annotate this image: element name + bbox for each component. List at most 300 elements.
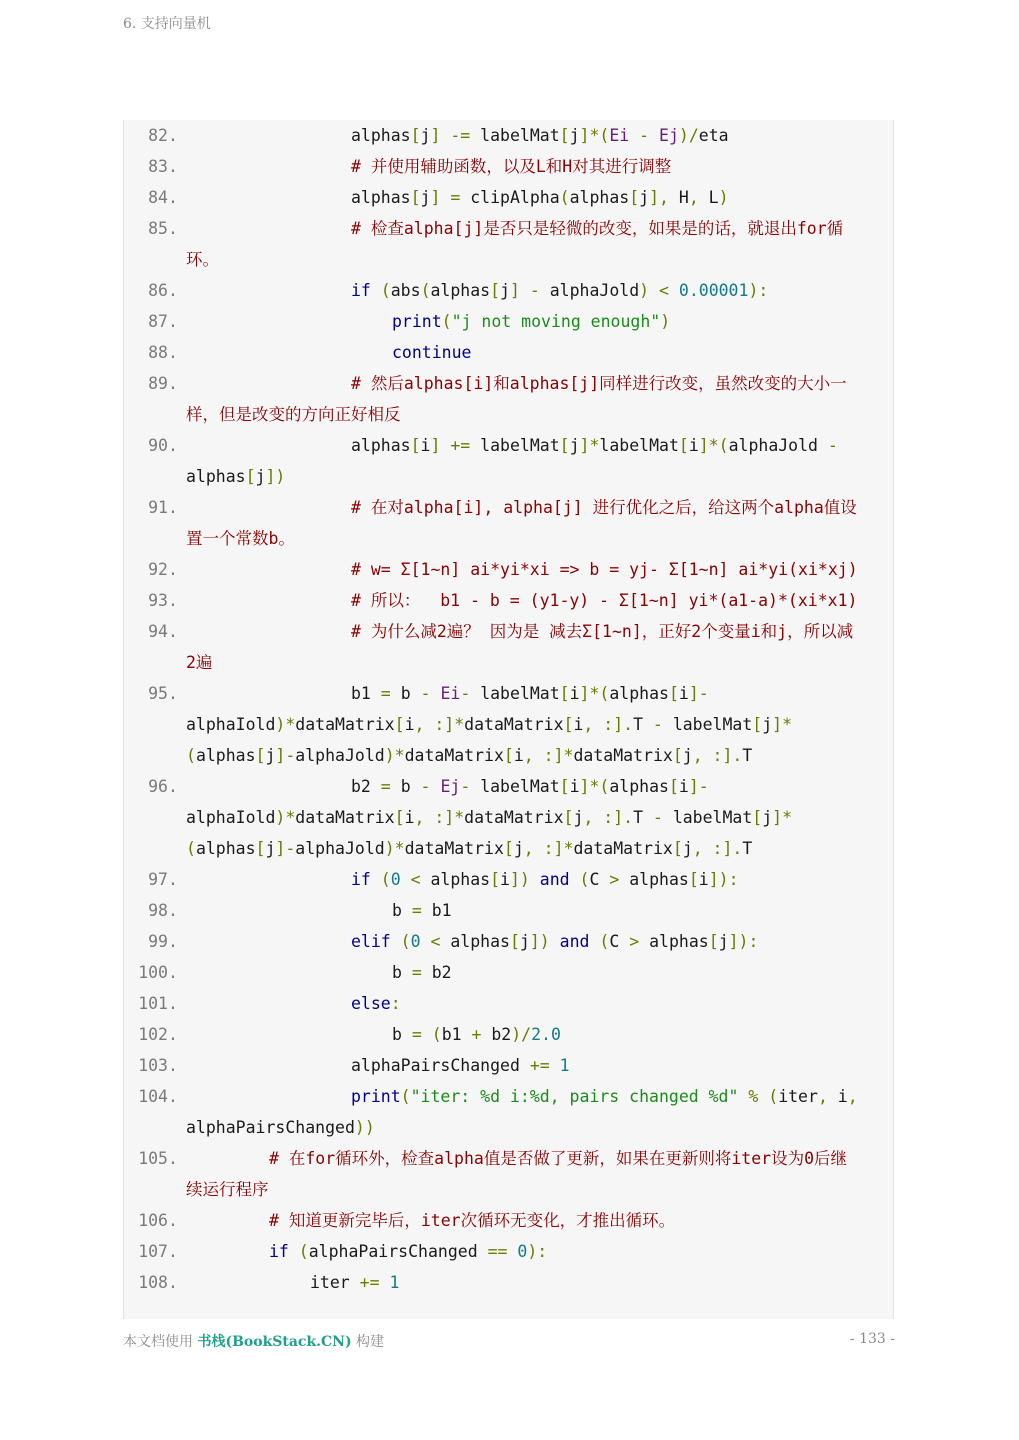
code-token: ], xyxy=(649,188,669,207)
code-token: ) xyxy=(718,188,729,207)
code-text xyxy=(351,585,857,616)
code-token: ]* xyxy=(579,436,600,455)
code-token: = xyxy=(370,777,401,796)
line-number: 107 xyxy=(138,1242,168,1261)
code-line xyxy=(124,1236,893,1267)
code-token: > xyxy=(599,870,630,889)
code-token: i xyxy=(573,715,584,734)
code-token: alphas xyxy=(609,684,669,703)
code-token: [ xyxy=(559,684,570,703)
code-token: b xyxy=(392,963,402,982)
code-token: alphas xyxy=(186,467,246,486)
code-token: 续运行程序 xyxy=(186,1180,269,1199)
line-number-dot: . xyxy=(168,343,178,362)
code-token: > xyxy=(619,932,650,951)
code-token: i xyxy=(500,870,510,889)
code-token: ( xyxy=(288,1242,309,1261)
code-token: alphaIold xyxy=(186,808,276,827)
code-token: dataMatrix xyxy=(464,715,564,734)
code-token: < xyxy=(400,870,431,889)
line-number: 98 xyxy=(148,901,168,920)
code-token: += xyxy=(519,1056,560,1075)
code-token: )* xyxy=(384,746,405,765)
code-token: # 在对alpha[i], alpha[j] 进行优化之后，给这两个alpha值设 xyxy=(351,498,857,517)
code-token: j xyxy=(265,746,276,765)
code-token: ( xyxy=(420,281,431,300)
code-text xyxy=(269,1205,675,1236)
code-token: % ( xyxy=(738,1087,779,1106)
code-line xyxy=(124,461,893,492)
code-token: [ xyxy=(394,715,405,734)
code-line xyxy=(124,492,893,523)
code-token: # 检查alpha[j]是否只是轻微的改变，如果是的话，就退出for循 xyxy=(351,219,844,238)
code-token: ]): xyxy=(728,932,759,951)
code-token: += xyxy=(440,436,481,455)
line-number: 83 xyxy=(148,157,168,176)
code-text xyxy=(351,182,729,213)
code-token: : xyxy=(390,994,401,1013)
code-token: i xyxy=(420,436,431,455)
code-token: "j not moving enough" xyxy=(451,312,661,331)
code-token: [ xyxy=(410,126,421,145)
code-token: )/ xyxy=(678,126,699,145)
code-line xyxy=(124,833,893,864)
code-token: # 知道更新完毕后，iter次循环无变化，才推出循环。 xyxy=(269,1211,676,1230)
code-text xyxy=(351,988,401,1019)
code-line xyxy=(124,802,893,833)
code-token: i xyxy=(678,684,689,703)
line-number: 102 xyxy=(138,1025,168,1044)
code-token: , :]. xyxy=(583,715,634,734)
line-number: 96 xyxy=(148,777,168,796)
code-token: [ xyxy=(668,684,679,703)
code-token: T xyxy=(633,808,643,827)
code-token: dataMatrix xyxy=(464,808,564,827)
code-token: alphaPairsChanged xyxy=(186,1118,355,1137)
code-token: [ xyxy=(672,839,683,858)
line-number-dot: . xyxy=(168,126,178,145)
line-number: 85 xyxy=(148,219,168,238)
code-token: ]- xyxy=(688,684,709,703)
code-line xyxy=(124,399,893,430)
code-token: [ xyxy=(559,436,570,455)
footer-brand-link[interactable]: 书栈(BookStack.CN) xyxy=(197,1334,352,1350)
code-token: [ xyxy=(559,777,570,796)
code-token: alphaIold xyxy=(186,715,276,734)
code-token: [ xyxy=(668,777,679,796)
line-number-dot: . xyxy=(168,932,178,951)
code-token: [ xyxy=(688,870,699,889)
code-token: - xyxy=(519,281,550,300)
code-line xyxy=(124,616,893,647)
code-line xyxy=(124,523,893,554)
code-token: j xyxy=(639,188,650,207)
code-token: )* xyxy=(384,839,405,858)
code-token: alphaJold xyxy=(728,436,818,455)
code-token: j xyxy=(762,808,773,827)
code-token: j xyxy=(265,839,276,858)
code-token: , :]. xyxy=(583,808,634,827)
code-token: # 然后alphas[i]和alphas[j]同样进行改变，虽然改变的大小一 xyxy=(351,374,847,393)
code-token: labelMat xyxy=(672,715,753,734)
line-number-dot: . xyxy=(168,591,178,610)
code-text xyxy=(351,430,838,461)
code-token: i xyxy=(698,870,709,889)
code-line xyxy=(124,1112,893,1143)
code-token: [ xyxy=(410,436,421,455)
code-text xyxy=(186,740,752,771)
code-line xyxy=(124,1267,893,1298)
code-token: i xyxy=(678,777,689,796)
code-token: = xyxy=(401,963,432,982)
code-token: 样，但是改变的方向正好相反 xyxy=(186,405,401,424)
code-token: - xyxy=(460,684,481,703)
line-number: 99 xyxy=(148,932,168,951)
code-token: [ xyxy=(752,808,763,827)
code-token: ): xyxy=(748,281,769,300)
code-text xyxy=(351,275,768,306)
code-token: j xyxy=(569,436,580,455)
code-token: , :]. xyxy=(692,839,743,858)
code-line xyxy=(124,430,893,461)
code-token: ]*( xyxy=(579,777,610,796)
code-token: alphas xyxy=(450,932,510,951)
code-token: [ xyxy=(563,715,574,734)
code-token: # 为什么减2遍？ 因为是 减去Σ[1~n]，正好2个变量i和j，所以减 xyxy=(351,622,854,641)
code-token: )* xyxy=(275,715,296,734)
code-token: 0 xyxy=(517,1242,528,1261)
code-token: eta xyxy=(698,126,729,145)
code-token: C xyxy=(589,870,600,889)
code-text xyxy=(351,926,758,957)
line-number-dot: . xyxy=(168,994,178,1013)
code-text xyxy=(186,709,792,740)
code-token: , xyxy=(688,188,699,207)
code-token: ]*( xyxy=(579,126,610,145)
code-token: j xyxy=(255,467,266,486)
code-token: j xyxy=(569,126,580,145)
code-token: i xyxy=(827,1087,848,1106)
line-number: 101 xyxy=(138,994,168,1013)
code-token: ]- xyxy=(688,777,709,796)
code-token: ]): xyxy=(708,870,739,889)
code-token: clipAlpha xyxy=(470,188,560,207)
code-token: i xyxy=(688,436,699,455)
code-token: , xyxy=(847,1087,858,1106)
code-token: j xyxy=(718,932,729,951)
code-token: )* xyxy=(275,808,296,827)
code-token: 0.00001 xyxy=(678,281,749,300)
code-text xyxy=(186,1174,269,1205)
code-token: 环。 xyxy=(186,250,219,269)
code-token: [ xyxy=(708,932,719,951)
code-token: = xyxy=(370,684,401,703)
code-token: j xyxy=(682,746,693,765)
code-token: [ xyxy=(245,467,256,486)
code-token: alphaJold xyxy=(549,281,640,300)
code-token: ( xyxy=(370,281,391,300)
code-token: alphaPairsChanged xyxy=(308,1242,478,1261)
line-number: 106 xyxy=(138,1211,168,1230)
code-line xyxy=(124,337,893,368)
code-token: # w= Σ[1~n] ai*yi*xi => b = yj- Σ[1~n] ai*yi(xi*xj) xyxy=(351,560,858,579)
code-token: [ xyxy=(490,281,501,300)
code-token: j xyxy=(573,808,584,827)
code-token: , :]* xyxy=(523,746,574,765)
line-number-dot: . xyxy=(168,188,178,207)
code-token: < xyxy=(649,281,679,300)
code-token: alphas xyxy=(351,126,411,145)
code-token: , :]. xyxy=(692,746,743,765)
code-text xyxy=(351,554,858,585)
page-header: 6. 支持向量机 xyxy=(123,16,211,32)
code-token: < xyxy=(420,932,451,951)
line-number-dot: . xyxy=(168,157,178,176)
code-token: dataMatrix xyxy=(573,746,673,765)
code-line xyxy=(124,647,893,678)
code-token: dataMatrix xyxy=(295,715,395,734)
code-token: alphaJold xyxy=(295,746,385,765)
code-token: ( xyxy=(186,746,196,765)
code-token: ]) xyxy=(265,467,286,486)
code-token: Ej xyxy=(659,126,679,145)
code-token: j xyxy=(519,932,530,951)
code-text xyxy=(186,461,285,492)
code-token: alphas xyxy=(430,870,491,889)
line-number-dot: . xyxy=(168,1149,178,1168)
line-number: 89 xyxy=(148,374,168,393)
code-line xyxy=(124,182,893,213)
code-token: ( xyxy=(390,932,411,951)
code-line xyxy=(124,1205,893,1236)
code-token: ]*( xyxy=(579,684,610,703)
code-token: [ xyxy=(410,188,421,207)
code-token: T xyxy=(742,746,753,765)
code-line xyxy=(124,368,893,399)
code-token: b2 xyxy=(351,777,371,796)
code-text xyxy=(392,895,452,926)
code-line xyxy=(124,1174,893,1205)
code-token: + xyxy=(461,1025,492,1044)
code-token: alphas xyxy=(351,188,411,207)
code-line xyxy=(124,957,893,988)
line-number-dot: . xyxy=(168,1242,178,1261)
code-token: alphas xyxy=(609,777,669,796)
code-token: ): xyxy=(527,1242,548,1261)
code-token: else xyxy=(351,994,391,1013)
code-text xyxy=(351,151,671,182)
code-token: alphas xyxy=(629,870,689,889)
line-number-dot: . xyxy=(168,684,178,703)
code-token: b xyxy=(392,901,402,920)
code-token: labelMat xyxy=(599,436,679,455)
code-token: labelMat xyxy=(480,777,560,796)
code-token: 2遍 xyxy=(186,653,213,672)
code-token: ]) xyxy=(529,932,550,951)
code-token: dataMatrix xyxy=(573,839,673,858)
code-text xyxy=(351,368,847,399)
code-token: [ xyxy=(255,746,266,765)
code-token: and xyxy=(529,870,580,889)
code-line xyxy=(124,213,893,244)
code-token: - xyxy=(629,126,660,145)
code-token: j xyxy=(420,188,431,207)
code-text xyxy=(351,864,739,895)
line-number: 88 xyxy=(148,343,168,362)
code-token: j xyxy=(500,281,510,300)
code-token: ) xyxy=(660,312,671,331)
line-number-dot: . xyxy=(168,1087,178,1106)
line-number-dot: . xyxy=(168,1211,178,1230)
code-token: dataMatrix xyxy=(404,746,504,765)
code-token: += xyxy=(349,1273,390,1292)
line-number: 86 xyxy=(148,281,168,300)
line-number: 97 xyxy=(148,870,168,889)
line-number-dot: . xyxy=(168,1273,178,1292)
code-token: # 在for循环外，检查alpha值是否做了更新，如果在更新则将iter设为0后继 xyxy=(269,1149,848,1168)
line-number-dot: . xyxy=(168,963,178,982)
code-token: i xyxy=(404,808,415,827)
code-text xyxy=(351,771,709,802)
code-token: b xyxy=(400,777,411,796)
code-token: alphas xyxy=(351,436,411,455)
line-number-dot: . xyxy=(168,560,178,579)
line-number: 95 xyxy=(148,684,168,703)
code-text xyxy=(351,616,853,647)
code-token: j xyxy=(682,839,693,858)
code-text xyxy=(186,833,752,864)
code-token: [ xyxy=(559,126,570,145)
line-number: 90 xyxy=(148,436,168,455)
code-token: 1 xyxy=(389,1273,400,1292)
code-token: 置一个常数b。 xyxy=(186,529,295,548)
code-line xyxy=(124,709,893,740)
code-token: elif xyxy=(351,932,391,951)
code-text xyxy=(351,120,729,151)
line-number-dot: . xyxy=(168,498,178,517)
code-token: dataMatrix xyxy=(404,839,504,858)
code-block xyxy=(123,120,894,1319)
code-line xyxy=(124,120,893,151)
code-token: b2 xyxy=(431,963,452,982)
code-token: alphaJold xyxy=(295,839,385,858)
code-token: ( xyxy=(441,312,452,331)
code-line xyxy=(124,740,893,771)
code-line xyxy=(124,678,893,709)
code-token: print xyxy=(392,312,442,331)
code-token: ( xyxy=(370,870,391,889)
code-token: , xyxy=(817,1087,828,1106)
code-token: alphas xyxy=(195,746,256,765)
code-token: ] xyxy=(430,436,441,455)
code-token: print xyxy=(351,1087,401,1106)
code-token: "iter: %d i:%d, pairs changed %d" xyxy=(410,1087,739,1106)
line-number-dot: . xyxy=(168,622,178,641)
code-token: ] xyxy=(430,188,441,207)
code-token: - xyxy=(460,777,481,796)
code-token: labelMat xyxy=(480,126,560,145)
code-token: ( xyxy=(400,1087,411,1106)
code-token: [ xyxy=(394,808,405,827)
code-token: b1 xyxy=(431,901,452,920)
code-token: - xyxy=(817,436,838,455)
footer-suffix: 构建 xyxy=(351,1334,385,1350)
code-token: , :]* xyxy=(523,839,574,858)
code-token: - xyxy=(643,715,673,734)
code-token: continue xyxy=(392,343,472,362)
code-token: C xyxy=(609,932,620,951)
code-text xyxy=(186,523,295,554)
code-token: b xyxy=(400,684,411,703)
code-token: alphas xyxy=(569,188,630,207)
line-number: 84 xyxy=(148,188,168,207)
line-number: 87 xyxy=(148,312,168,331)
code-token: ]* xyxy=(772,808,793,827)
code-token: Ei xyxy=(440,684,461,703)
line-number-dot: . xyxy=(168,219,178,238)
code-token: ]) xyxy=(509,870,530,889)
code-token: )) xyxy=(354,1118,375,1137)
code-token: alphas xyxy=(430,281,491,300)
code-token: [ xyxy=(503,839,514,858)
code-token: labelMat xyxy=(672,808,753,827)
code-line xyxy=(124,306,893,337)
code-token: ]*( xyxy=(698,436,729,455)
code-token: alphaPairsChanged xyxy=(351,1056,520,1075)
code-token: , :]* xyxy=(414,715,465,734)
code-token: 1 xyxy=(559,1056,570,1075)
line-number-dot: . xyxy=(168,870,178,889)
code-line xyxy=(124,1081,893,1112)
line-number: 92 xyxy=(148,560,168,579)
code-token: b1 xyxy=(351,684,371,703)
code-token: abs xyxy=(390,281,421,300)
page-footer xyxy=(123,1331,384,1351)
code-token: = ( xyxy=(401,1025,442,1044)
line-number-dot: . xyxy=(168,312,178,331)
code-token: if xyxy=(351,281,371,300)
code-token: j xyxy=(762,715,773,734)
code-token: labelMat xyxy=(480,436,560,455)
code-line xyxy=(124,275,893,306)
code-token: i xyxy=(404,715,415,734)
code-token: # 所以： b1 - b = (y1-y) - Σ[1~n] yi*(a1-a)*(xi*x1) xyxy=(351,591,858,610)
code-line xyxy=(124,864,893,895)
code-line xyxy=(124,988,893,1019)
code-token: and xyxy=(549,932,600,951)
code-line xyxy=(124,1019,893,1050)
code-line xyxy=(124,585,893,616)
code-token: labelMat xyxy=(480,684,560,703)
line-number: 108 xyxy=(138,1273,168,1292)
code-line xyxy=(124,771,893,802)
code-token: [ xyxy=(678,436,689,455)
code-token: alphas xyxy=(649,932,709,951)
code-token: == xyxy=(477,1242,518,1261)
code-token: # 并使用辅助函数，以及L和H对其进行调整 xyxy=(351,157,672,176)
code-token: - xyxy=(643,808,673,827)
code-line xyxy=(124,244,893,275)
code-token: i xyxy=(569,777,580,796)
code-token: L xyxy=(698,188,719,207)
line-number-dot: . xyxy=(168,1025,178,1044)
code-text xyxy=(392,337,471,368)
code-token: b xyxy=(392,1025,402,1044)
code-token: iter xyxy=(310,1273,350,1292)
code-token: = xyxy=(401,901,432,920)
code-text xyxy=(186,244,219,275)
code-token: 0 xyxy=(410,932,421,951)
